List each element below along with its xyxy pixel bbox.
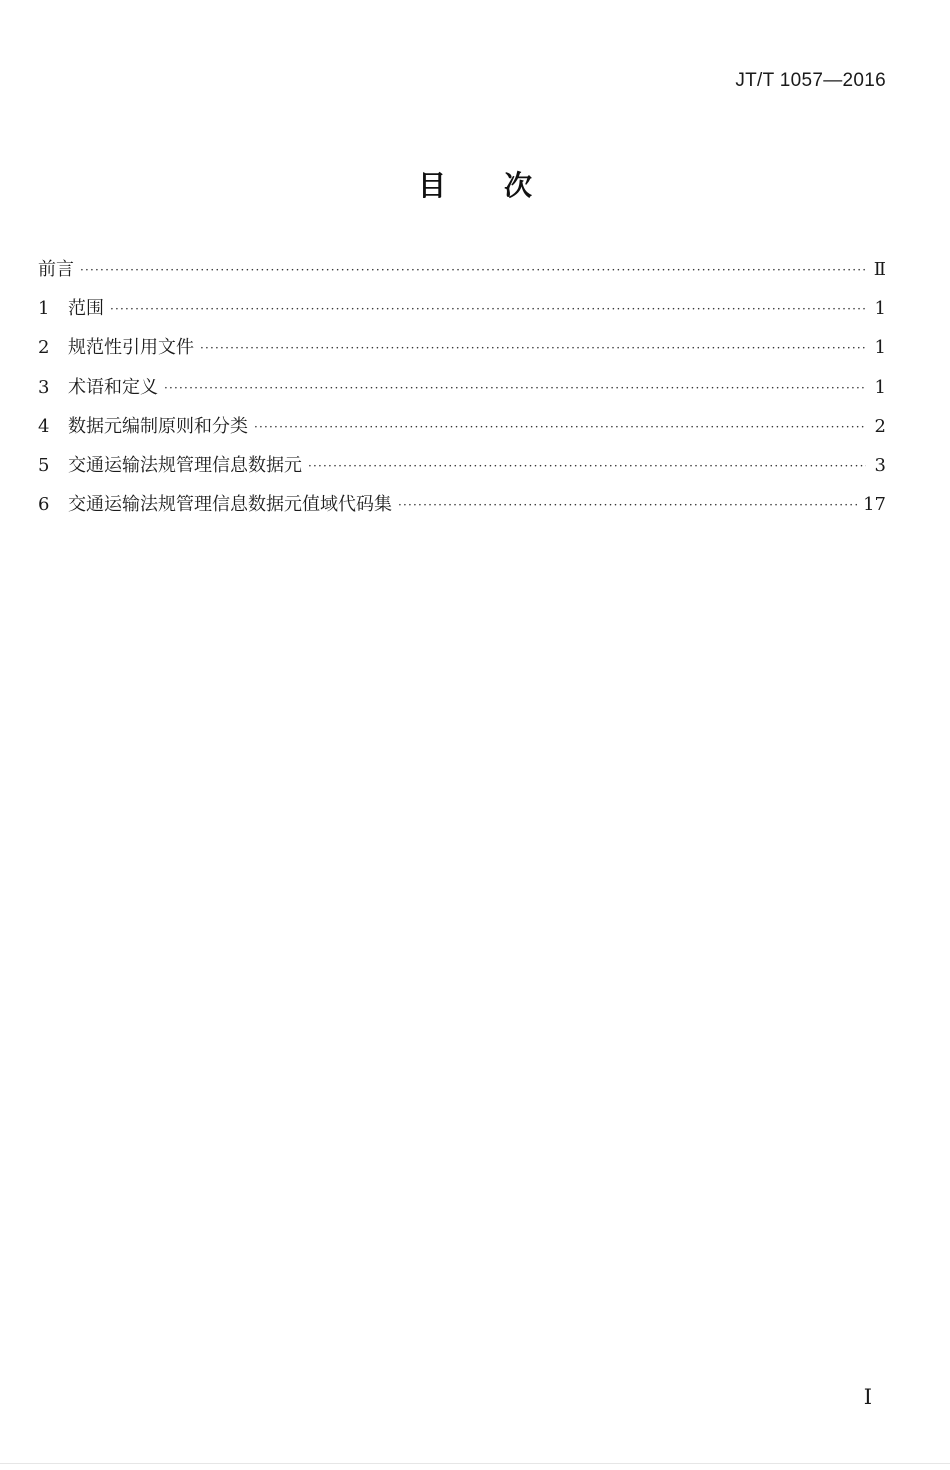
toc-entry-normative-references[interactable]: [38, 328, 886, 367]
toc-entry-page: 2: [874, 415, 886, 437]
toc-entry-number: 2: [38, 337, 50, 359]
page-title: 目次: [417, 169, 590, 202]
toc-entry-page: 1: [874, 298, 886, 320]
toc-entry-scope[interactable]: [38, 289, 886, 328]
toc-entry-text: 交通运输法规管理信息数据元: [68, 454, 302, 476]
toc-entry-text: 交通运输法规管理信息数据元值域代码集: [68, 494, 392, 516]
toc-leader-dots: [200, 329, 866, 368]
toc-entry-number: 5: [38, 454, 50, 476]
toc-leader-dots: [308, 447, 866, 486]
toc-entry-text: 数据元编制原则和分类: [68, 415, 248, 437]
toc-leader-dots: [254, 408, 866, 447]
toc-entry-page: 1: [874, 337, 886, 359]
toc-entry-data-elements[interactable]: [38, 446, 886, 485]
toc-entry-number: 1: [38, 298, 50, 320]
toc-entry-text: 术语和定义: [68, 376, 158, 398]
standard-code: JT/T 1057—2016: [735, 70, 886, 91]
toc-leader-dots: [80, 251, 866, 290]
toc-entry-text: 范围: [68, 298, 104, 320]
toc-entry-page: 17: [863, 494, 886, 516]
toc-entry-text: 前言: [38, 259, 74, 280]
table-of-contents: [38, 250, 886, 524]
toc-entry-terms-definitions[interactable]: [38, 368, 886, 407]
page-number: I: [863, 1385, 872, 1409]
toc-entry-number: 4: [38, 415, 50, 437]
toc-entry-foreword[interactable]: [38, 250, 886, 289]
toc-entry-page: 1: [874, 376, 886, 398]
toc-leader-dots: [398, 486, 857, 525]
toc-entry-page: Ⅱ: [873, 259, 886, 280]
toc-entry-number: 6: [38, 494, 50, 516]
toc-entry-principles-classification[interactable]: [38, 407, 886, 446]
toc-entry-number: 3: [38, 376, 50, 398]
page-bottom-edge: [0, 1463, 950, 1464]
toc-leader-dots: [110, 290, 866, 329]
toc-entry-code-sets[interactable]: [38, 485, 886, 524]
toc-entry-text: 规范性引用文件: [68, 337, 194, 359]
toc-leader-dots: [164, 369, 866, 408]
toc-entry-page: 3: [874, 454, 886, 476]
